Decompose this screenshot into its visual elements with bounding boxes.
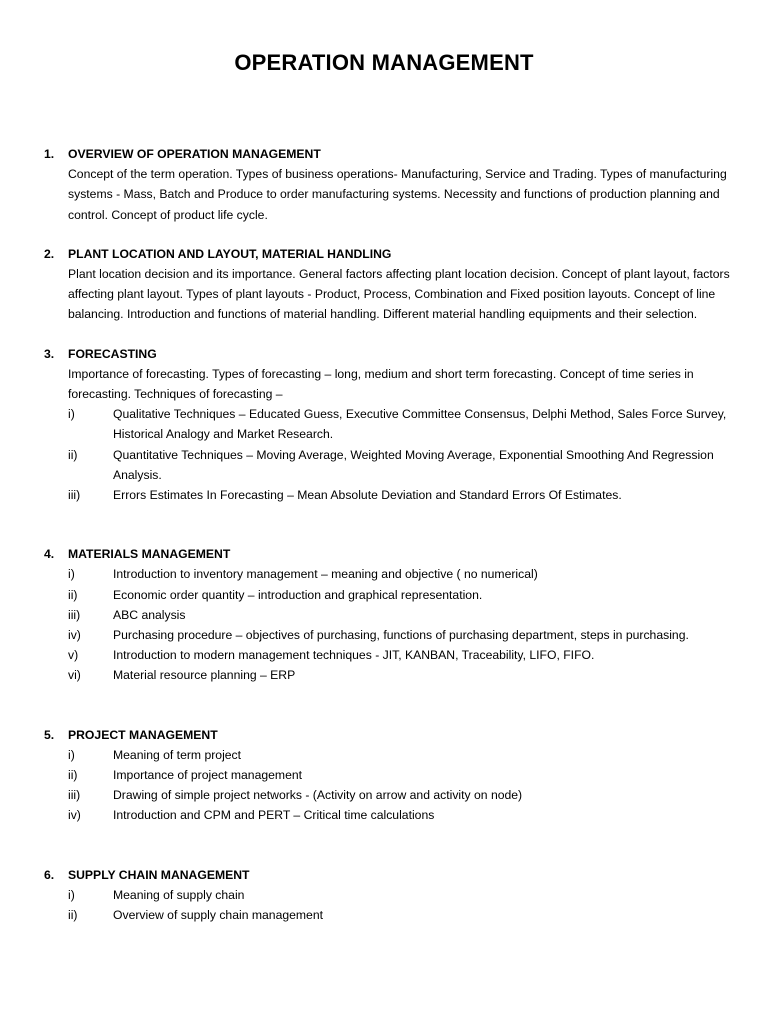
list-item	[44, 605, 734, 625]
item-number: iii)	[68, 607, 81, 622]
section-number: 1.	[44, 147, 55, 161]
item-number: i)	[68, 407, 75, 422]
item-text: Economic order quantity – introduction and graphical representation.	[113, 587, 483, 602]
section-project-management	[44, 725, 734, 826]
item-number: iii)	[68, 788, 81, 803]
list-item	[44, 765, 734, 785]
section-item-list	[44, 564, 734, 685]
list-item	[44, 645, 734, 665]
item-text: Introduction to modern management techniques - JIT, KANBAN, Traceability, LIFO, FIFO.	[113, 648, 595, 663]
section-item-list	[44, 404, 734, 505]
section-heading	[44, 725, 734, 745]
section-heading	[44, 865, 734, 885]
item-number: ii)	[68, 447, 78, 462]
section-item-list	[44, 745, 734, 826]
section-title: OVERVIEW OF OPERATION MANAGEMENT	[68, 147, 321, 161]
section-supply-chain	[44, 865, 734, 926]
list-item	[44, 485, 734, 505]
spacer	[44, 325, 734, 344]
list-item	[44, 665, 734, 685]
spacer	[44, 826, 734, 865]
section-number: 4.	[44, 547, 55, 562]
item-number: ii)	[68, 908, 78, 923]
section-number: 5.	[44, 727, 55, 742]
item-number: v)	[68, 648, 79, 663]
list-item	[44, 564, 734, 584]
item-text: Errors Estimates In Forecasting – Mean Absolute Deviation and Standard Errors Of Estimates.	[113, 488, 622, 503]
item-text: Quantitative Techniques – Moving Average, Weighted Moving Average, Exponential Smoothing And Regression Analysis.	[113, 447, 714, 482]
item-text: Meaning of supply chain	[113, 887, 245, 902]
item-number: vi)	[68, 668, 81, 683]
item-number: iii)	[68, 488, 81, 503]
section-number: 2.	[44, 246, 55, 261]
spacer	[44, 225, 734, 244]
spacer	[44, 505, 734, 544]
section-overview	[44, 144, 734, 225]
list-item	[44, 785, 734, 805]
list-item	[44, 625, 734, 645]
item-number: i)	[68, 567, 75, 582]
section-title: MATERIALS MANAGEMENT	[68, 547, 231, 562]
item-text: Purchasing procedure – objectives of purchasing, functions of purchasing department, steps in purchasing.	[113, 628, 689, 643]
section-number: 6.	[44, 867, 55, 882]
section-title: PROJECT MANAGEMENT	[68, 727, 218, 742]
item-number: ii)	[68, 768, 78, 783]
section-title: SUPPLY CHAIN MANAGEMENT	[68, 867, 250, 882]
section-heading	[44, 144, 734, 164]
section-title: FORECASTING	[68, 346, 157, 361]
item-text: Material resource planning – ERP	[113, 668, 296, 683]
item-text: Introduction and CPM and PERT – Critical time calculations	[113, 808, 435, 823]
page-title: OPERATION MANAGEMENT	[234, 50, 534, 75]
section-plant-location	[44, 244, 734, 325]
item-text: Qualitative Techniques – Educated Guess, Executive Committee Consensus, Delphi Method, Sales Force Survey, Historical Analogy and Market Research.	[113, 407, 727, 442]
list-item	[44, 585, 734, 605]
item-number: ii)	[68, 587, 78, 602]
list-item	[44, 445, 734, 485]
section-materials-management	[44, 544, 734, 685]
item-number: iv)	[68, 628, 81, 643]
item-text: ABC analysis	[113, 607, 186, 622]
section-heading	[44, 344, 734, 364]
section-heading	[44, 544, 734, 564]
section-title: PLANT LOCATION AND LAYOUT, MATERIAL HANDLING	[68, 246, 392, 261]
item-number: i)	[68, 887, 75, 902]
section-heading	[44, 244, 734, 264]
syllabus-content	[44, 144, 734, 925]
item-text: Overview of supply chain management	[113, 908, 324, 923]
list-item	[44, 805, 734, 825]
section-description: Concept of the term operation. Types of business operations- Manufacturing, Service and Trading. Types of manufacturing systems - Mass, Batch and Produce to order manufacturing systems. Necessity and functions of production planning and control. Concept of product life cycle.	[68, 167, 727, 222]
list-item	[44, 905, 734, 925]
section-number: 3.	[44, 346, 55, 361]
list-item	[44, 745, 734, 765]
item-text: Importance of project management	[113, 768, 303, 783]
spacer	[44, 686, 734, 725]
list-item	[44, 885, 734, 905]
section-description: Importance of forecasting. Types of forecasting – long, medium and short term forecasting. Concept of time series in forecasting. Techniques of forecasting –	[68, 366, 694, 402]
section-item-list	[44, 885, 734, 925]
section-description: Plant location decision and its importance. General factors affecting plant location decision. Concept of plant layout, factors affecting plant layout. Types of plant layouts - Product, Process, Combination and Fixed position layouts. Concept of line balancing. Introduction and functions of material handling. Different material handling equipments and their selection.	[68, 267, 730, 322]
item-number: iv)	[68, 808, 81, 823]
section-forecasting	[44, 344, 734, 506]
item-text: Meaning of term project	[113, 747, 242, 762]
item-number: i)	[68, 747, 75, 762]
item-text: Introduction to inventory management – meaning and objective ( no numerical)	[113, 567, 538, 582]
list-item	[44, 404, 734, 444]
item-text: Drawing of simple project networks - (Activity on arrow and activity on node)	[113, 788, 523, 803]
